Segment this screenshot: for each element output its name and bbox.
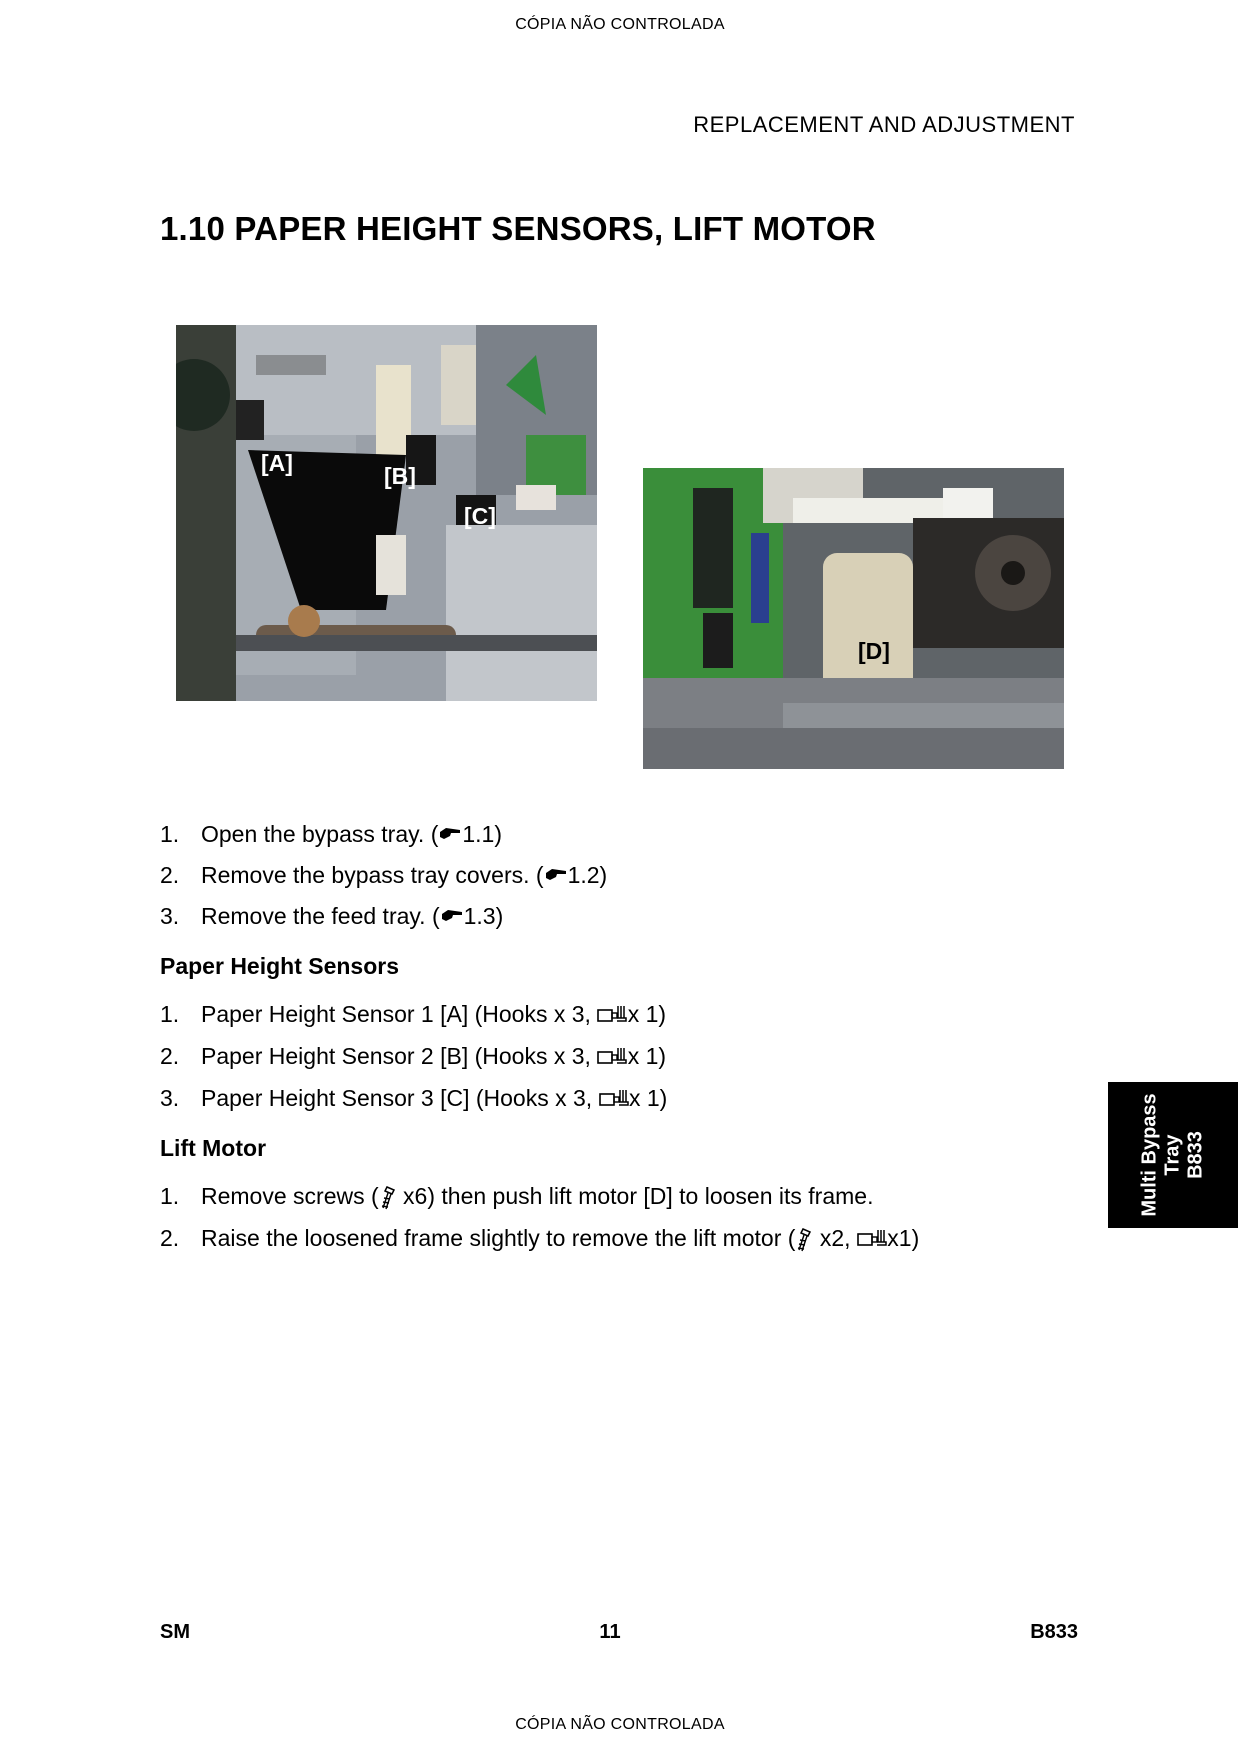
footer-right: B833: [1030, 1621, 1078, 1643]
list-item: 3. Remove the feed tray. ( 1.3): [160, 903, 504, 929]
connector-icon: [597, 1004, 621, 1024]
label-a: [A]: [261, 450, 293, 476]
pointing-hand-icon: [438, 824, 462, 844]
page-number: 11: [599, 1621, 621, 1643]
footer-left: SM: [160, 1621, 190, 1643]
running-header: REPLACEMENT AND ADJUSTMENT: [693, 112, 1075, 137]
pointing-hand-icon: [544, 865, 568, 885]
sensor-steps: [160, 1001, 667, 1127]
list-item: 3. Paper Height Sensor 3 [C] (Hooks x 3, x 1): [160, 1085, 668, 1111]
screw-icon: [379, 1186, 397, 1206]
section-tab: [1108, 1082, 1238, 1228]
lift-motor-heading: Lift Motor: [160, 1135, 267, 1161]
list-item: 2. Paper Height Sensor 2 [B] (Hooks x 3, x 1): [160, 1043, 667, 1069]
section-tab-line: Tray: [1161, 1134, 1184, 1176]
list-item: 2. Remove the bypass tray covers. ( 1.2): [160, 862, 608, 888]
section-title: 1.10 PAPER HEIGHT SENSORS, LIFT MOTOR: [160, 210, 876, 247]
watermark-top: CÓPIA NÃO CONTROLADA: [515, 16, 725, 33]
connector-icon: [857, 1228, 881, 1248]
section-tab-line: B833: [1184, 1131, 1207, 1179]
list-item: 1. Remove screws ( x6) then push lift motor [D] to loosen its frame.: [160, 1183, 874, 1209]
label-c: [C]: [464, 503, 496, 529]
lift-motor-photo: [643, 468, 1064, 769]
sensors-heading: Paper Height Sensors: [160, 953, 400, 979]
sensors-photo: [176, 325, 597, 701]
pointing-hand-icon: [440, 906, 464, 926]
list-item: 1. Paper Height Sensor 1 [A] (Hooks x 3, x 1): [160, 1001, 667, 1027]
screw-icon: [795, 1228, 813, 1248]
label-b: [B]: [384, 463, 416, 489]
motor-steps: [160, 1183, 919, 1267]
intro-steps: [160, 821, 607, 944]
connector-icon: [599, 1088, 623, 1108]
label-d: [D]: [858, 638, 890, 664]
list-item: 1. Open the bypass tray. ( 1.1): [160, 821, 502, 847]
watermark-bottom: CÓPIA NÃO CONTROLADA: [515, 1716, 725, 1733]
list-item: 2. Raise the loosened frame slightly to remove the lift motor ( x2, x1): [160, 1225, 920, 1251]
section-tab-line: Multi Bypass: [1138, 1093, 1161, 1217]
connector-icon: [597, 1046, 621, 1066]
